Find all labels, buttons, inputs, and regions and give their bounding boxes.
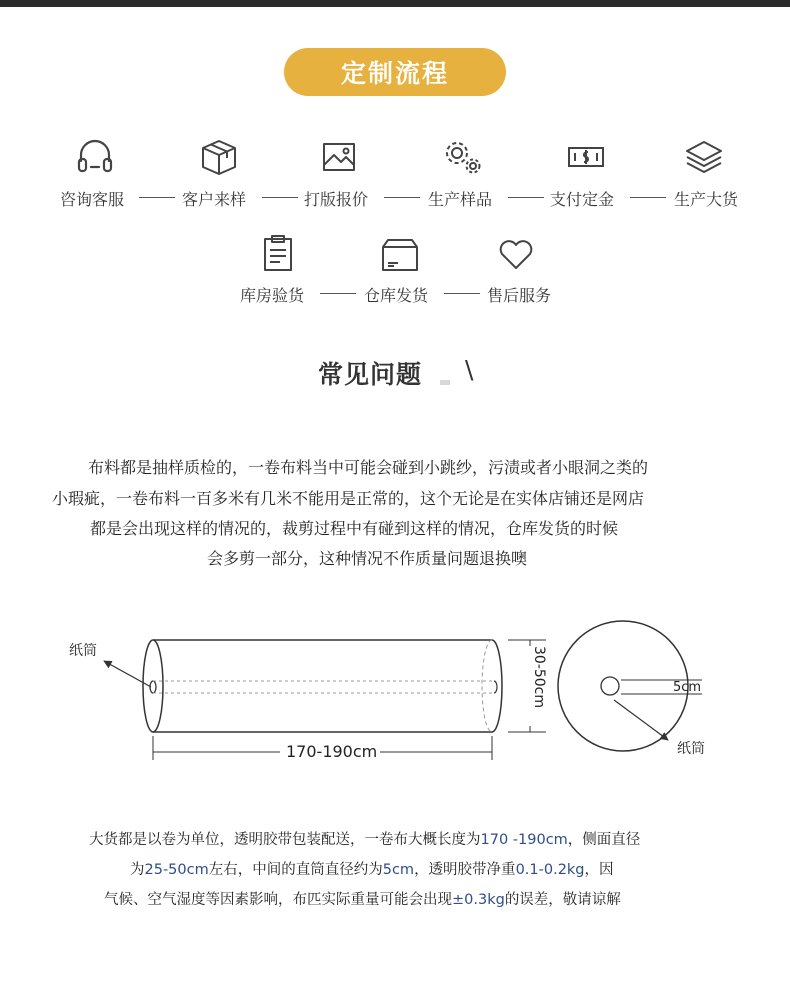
step-label-deposit: 支付定金 bbox=[550, 190, 615, 209]
note-line bbox=[89, 828, 640, 849]
faq-paragraph-line: 小瑕疵，一卷布料一百多米有几米不能用是正常的，这个无论是在实体店铺还是网店 bbox=[52, 489, 645, 508]
connector-line bbox=[320, 293, 356, 294]
connector-line bbox=[262, 197, 298, 198]
diameter-label: 30-50cm bbox=[531, 646, 547, 709]
title-slash: \ bbox=[465, 355, 474, 384]
connector-line bbox=[630, 197, 666, 198]
step-label-consult: 咨询客服 bbox=[60, 190, 125, 209]
note-text: 的误差，敬请谅解 bbox=[504, 892, 621, 908]
core-diameter-label: 5cm bbox=[673, 680, 702, 695]
section-title-pill bbox=[284, 48, 506, 96]
connector-line bbox=[139, 197, 175, 198]
tube-label-right: 纸筒 bbox=[677, 741, 705, 757]
clipboard-icon bbox=[258, 233, 298, 273]
note-text: ，因 bbox=[584, 862, 614, 878]
core-value: 5cm bbox=[382, 862, 415, 878]
diameter-value: 25-50cm bbox=[144, 862, 209, 878]
package-icon bbox=[380, 235, 420, 275]
tape-weight-value: 0.1-0.2kg bbox=[515, 862, 585, 878]
connector-line bbox=[444, 293, 480, 294]
note-text: 气候、空气湿度等因素影响，布匹实际重量可能会出现 bbox=[104, 892, 452, 908]
box-icon bbox=[199, 137, 239, 177]
step-label-bulk: 生产大货 bbox=[674, 190, 739, 209]
connector-line bbox=[508, 197, 544, 198]
title-decoration bbox=[440, 380, 450, 385]
headset-icon bbox=[75, 137, 115, 177]
note-text: 左右，中间的直筒直径约为 bbox=[208, 862, 383, 878]
note-line bbox=[104, 888, 621, 909]
image-icon bbox=[319, 137, 359, 177]
length-label: 170-190cm bbox=[286, 742, 378, 761]
layers-icon bbox=[684, 137, 724, 177]
step-label-quote: 打版报价 bbox=[304, 190, 369, 209]
length-value: 170 -190cm bbox=[480, 832, 568, 848]
note-text: 大货都是以卷为单位，透明胶带包装配送，一卷布大概长度为 bbox=[89, 832, 481, 848]
fabric-roll-diagram bbox=[0, 600, 790, 770]
note-line bbox=[130, 858, 614, 879]
step-label-production-sample: 生产样品 bbox=[428, 190, 493, 209]
tube-label-left: 纸筒 bbox=[69, 643, 97, 659]
roll-side-view bbox=[143, 640, 502, 732]
faq-paragraph-line: 布料都是抽样质检的，一卷布料当中可能会碰到小跳纱，污渍或者小眼洞之类的 bbox=[88, 458, 649, 477]
banknote-icon bbox=[566, 137, 606, 177]
heart-icon bbox=[496, 235, 536, 275]
step-label-sample: 客户来样 bbox=[182, 190, 247, 209]
top-bar bbox=[0, 0, 790, 7]
note-text: ，侧面直径 bbox=[567, 832, 641, 848]
step-label-shipping: 仓库发货 bbox=[364, 286, 429, 305]
gears-icon bbox=[443, 137, 483, 177]
note-text: ，透明胶带净重 bbox=[414, 862, 516, 878]
faq-title: 常见问题 bbox=[318, 360, 423, 389]
process-title: 定制流程 bbox=[340, 59, 449, 88]
connector-line bbox=[384, 197, 420, 198]
faq-paragraph-line: 会多剪一部分，这种情况不作质量问题退换噢 bbox=[207, 549, 528, 568]
note-text: 为 bbox=[130, 862, 145, 878]
faq-paragraph-line: 都是会出现这样的情况的，裁剪过程中有碰到这样的情况，仓库发货的时候 bbox=[90, 519, 619, 538]
weight-error-value: ±0.3kg bbox=[452, 892, 505, 908]
step-label-after-sales: 售后服务 bbox=[487, 286, 552, 305]
step-label-inspection: 库房验货 bbox=[240, 286, 305, 305]
